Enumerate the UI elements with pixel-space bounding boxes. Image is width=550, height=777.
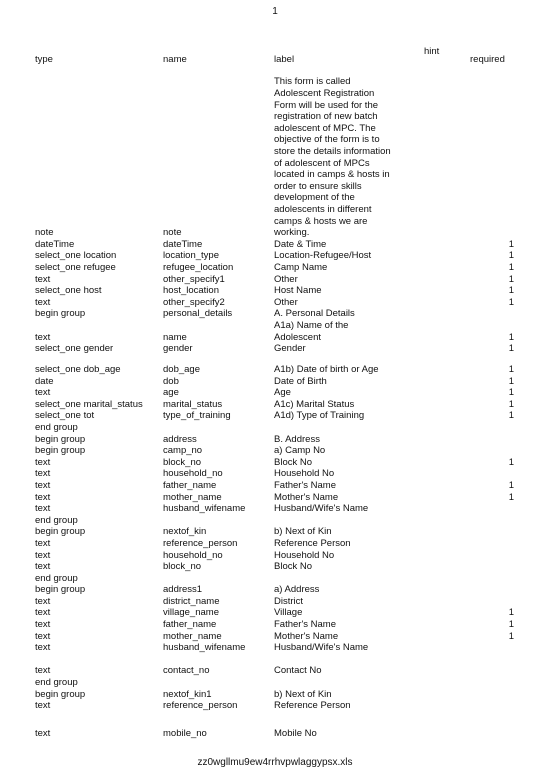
table-row <box>0 76 550 239</box>
cell-type: text <box>35 491 51 503</box>
page-number: 1 <box>272 6 278 17</box>
table-row <box>0 526 550 538</box>
cell-required: 1 <box>508 285 514 297</box>
cell-type: text <box>35 561 51 573</box>
cell-type: text <box>35 479 51 491</box>
cell-label: District <box>274 595 304 607</box>
table-row <box>0 712 550 740</box>
cell-name: refugee_location <box>163 261 234 273</box>
cell-label: Household No <box>274 468 335 480</box>
cell-label: Reference Person <box>274 700 351 712</box>
table-row <box>0 642 550 654</box>
cell-type: select_one tot <box>35 410 95 422</box>
cell-name: household_no <box>163 549 223 561</box>
cell-required: 1 <box>508 296 514 308</box>
cell-required: 1 <box>508 261 514 273</box>
cell-required: 1 <box>508 630 514 642</box>
column-header-row <box>0 46 550 68</box>
cell-name: address1 <box>163 584 203 596</box>
cell-label: Mobile No <box>274 728 317 740</box>
cell-name: nextof_kin <box>163 526 207 538</box>
table-row <box>0 376 550 388</box>
cell-name: name <box>163 331 187 343</box>
cell-label: Camp Name <box>274 261 328 273</box>
table-row <box>0 343 550 355</box>
table-row <box>0 445 550 457</box>
cell-type: text <box>35 387 51 399</box>
table-row <box>0 480 550 492</box>
cell-name: type_of_training <box>163 410 231 422</box>
cell-label: Date of Birth <box>274 375 327 387</box>
table-row <box>0 515 550 527</box>
cell-name: mother_name <box>163 630 222 642</box>
cell-name: block_no <box>163 561 202 573</box>
header-required: required <box>470 54 505 65</box>
cell-type: text <box>35 503 51 515</box>
cell-type: begin group <box>35 688 86 700</box>
cell-label: Mother's Name <box>274 630 339 642</box>
cell-required: 1 <box>508 387 514 399</box>
cell-name: note <box>163 227 182 239</box>
cell-label: A1c) Marital Status <box>274 398 355 410</box>
cell-required: 1 <box>508 250 514 262</box>
cell-type: text <box>35 619 51 631</box>
table-row <box>0 320 550 343</box>
cell-name: household_no <box>163 468 223 480</box>
cell-type: text <box>35 630 51 642</box>
cell-name: husband_wifename <box>163 503 246 515</box>
cell-type: begin group <box>35 445 86 457</box>
cell-label: Father's Name <box>274 619 337 631</box>
header-hint: hint <box>424 46 440 57</box>
cell-label: Contact No <box>274 665 322 677</box>
table-row <box>0 457 550 469</box>
table-row <box>0 262 550 274</box>
cell-type: text <box>35 331 51 343</box>
cell-type: select_one dob_age <box>35 364 121 376</box>
table-row <box>0 503 550 515</box>
cell-label: Block No <box>274 561 313 573</box>
cell-name: personal_details <box>163 308 233 320</box>
table-row <box>0 399 550 411</box>
cell-label: Block No <box>274 456 313 468</box>
table-row <box>0 297 550 309</box>
cell-type: text <box>35 595 51 607</box>
table-row <box>0 596 550 608</box>
table-row <box>0 285 550 297</box>
cell-name: village_name <box>163 607 219 619</box>
cell-name: father_name <box>163 479 217 491</box>
cell-name: mother_name <box>163 491 222 503</box>
cell-type: text <box>35 700 51 712</box>
cell-label: B. Address <box>274 433 320 445</box>
cell-label: Other <box>274 296 298 308</box>
table-row <box>0 492 550 504</box>
cell-type: text <box>35 728 51 740</box>
cell-name: district_name <box>163 595 220 607</box>
cell-name: reference_person <box>163 537 238 549</box>
cell-name: camp_no <box>163 445 203 457</box>
cell-required: 1 <box>508 364 514 376</box>
table-row <box>0 308 550 320</box>
header-type: type <box>35 54 53 65</box>
cell-label: Household No <box>274 549 335 561</box>
table-row <box>0 654 550 677</box>
cell-name: father_name <box>163 619 217 631</box>
cell-label: Reference Person <box>274 537 351 549</box>
cell-label: A1d) Type of Training <box>274 410 365 422</box>
cell-type: text <box>35 665 51 677</box>
cell-label: A1a) Name of the Adolescent <box>274 319 349 343</box>
cell-type: begin group <box>35 433 86 445</box>
cell-required: 1 <box>508 238 514 250</box>
table-row <box>0 434 550 446</box>
cell-name: marital_status <box>163 398 223 410</box>
table-row <box>0 561 550 573</box>
cell-type: text <box>35 456 51 468</box>
table-row <box>0 355 550 376</box>
cell-label: Gender <box>274 343 306 355</box>
table-row <box>0 538 550 550</box>
table-row <box>0 250 550 262</box>
cell-required: 1 <box>508 398 514 410</box>
cell-type: date <box>35 375 54 387</box>
cell-type: note <box>35 227 54 239</box>
cell-label: Host Name <box>274 285 322 297</box>
cell-required: 1 <box>508 491 514 503</box>
form-rows-table <box>0 76 550 740</box>
cell-label: a) Address <box>274 584 320 596</box>
table-row <box>0 550 550 562</box>
cell-label: Mother's Name <box>274 491 339 503</box>
cell-name: nextof_kin1 <box>163 688 212 700</box>
table-row <box>0 700 550 712</box>
cell-type: begin group <box>35 526 86 538</box>
table-row <box>0 410 550 422</box>
cell-type: text <box>35 607 51 619</box>
cell-label: A1b) Date of birth or Age <box>274 364 379 376</box>
cell-label: b) Next of Kin <box>274 688 332 700</box>
cell-required: 1 <box>508 273 514 285</box>
cell-label: Father's Name <box>274 479 337 491</box>
cell-type: end group <box>35 421 78 433</box>
cell-name: dob_age <box>163 364 200 376</box>
cell-type: begin group <box>35 308 86 320</box>
header-name: name <box>163 54 187 65</box>
table-row <box>0 677 550 689</box>
cell-name: age <box>163 387 179 399</box>
cell-name: host_location <box>163 285 219 297</box>
table-row <box>0 584 550 596</box>
cell-type: select_one refugee <box>35 261 116 273</box>
cell-name: reference_person <box>163 700 238 712</box>
cell-type: text <box>35 537 51 549</box>
cell-label: Husband/Wife's Name <box>274 503 369 515</box>
table-row <box>0 607 550 619</box>
cell-type: end group <box>35 514 78 526</box>
cell-name: other_specify1 <box>163 273 225 285</box>
cell-name: dob <box>163 375 179 387</box>
cell-type: select_one host <box>35 285 102 297</box>
cell-type: text <box>35 296 51 308</box>
table-row <box>0 468 550 480</box>
cell-type: end group <box>35 677 78 689</box>
cell-required: 1 <box>508 479 514 491</box>
cell-label: This form is called Adolescent Registration Form will be used for the registration of new batch adolescent of MPC. The objective of the form is to store the details information of adolescent of MPCs located in camps & hosts in order to ensure skills development of the adolescents in different camps & hosts we are working. <box>274 76 391 239</box>
header-label: label <box>274 54 295 65</box>
table-row <box>0 631 550 643</box>
cell-type: begin group <box>35 584 86 596</box>
cell-name: block_no <box>163 456 202 468</box>
cell-name: husband_wifename <box>163 642 246 654</box>
cell-required: 1 <box>508 410 514 422</box>
cell-label: Age <box>274 387 291 399</box>
cell-label: Location-Refugee/Host <box>274 250 372 262</box>
cell-label: b) Next of Kin <box>274 526 332 538</box>
file-name-footer: zz0wgllmu9ew4rrhvpwlaggypsx.xls <box>197 757 353 768</box>
table-row <box>0 422 550 434</box>
cell-label: Other <box>274 273 298 285</box>
cell-required: 1 <box>508 607 514 619</box>
cell-name: gender <box>163 343 193 355</box>
cell-name: other_specify2 <box>163 296 225 308</box>
cell-type: text <box>35 468 51 480</box>
table-row <box>0 387 550 399</box>
cell-name: dateTime <box>163 238 203 250</box>
cell-name: mobile_no <box>163 728 207 740</box>
cell-label: Husband/Wife's Name <box>274 642 369 654</box>
table-row <box>0 689 550 701</box>
cell-name: location_type <box>163 250 219 262</box>
cell-label: Village <box>274 607 303 619</box>
table-row <box>0 239 550 251</box>
cell-label: Date & Time <box>274 238 327 250</box>
cell-type: select_one marital_status <box>35 398 143 410</box>
table-row <box>0 619 550 631</box>
table-row <box>0 274 550 286</box>
cell-type: dateTime <box>35 238 75 250</box>
cell-type: end group <box>35 572 78 584</box>
cell-label: a) Camp No <box>274 445 326 457</box>
cell-required: 1 <box>508 331 514 343</box>
cell-type: text <box>35 549 51 561</box>
cell-type: text <box>35 642 51 654</box>
cell-name: address <box>163 433 197 445</box>
cell-type: select_one gender <box>35 343 114 355</box>
cell-name: contact_no <box>163 665 210 677</box>
cell-required: 1 <box>508 619 514 631</box>
table-row <box>0 573 550 585</box>
cell-required: 1 <box>508 343 514 355</box>
cell-required: 1 <box>508 456 514 468</box>
cell-required: 1 <box>508 375 514 387</box>
cell-type: text <box>35 273 51 285</box>
cell-label: A. Personal Details <box>274 308 355 320</box>
cell-type: select_one location <box>35 250 117 262</box>
